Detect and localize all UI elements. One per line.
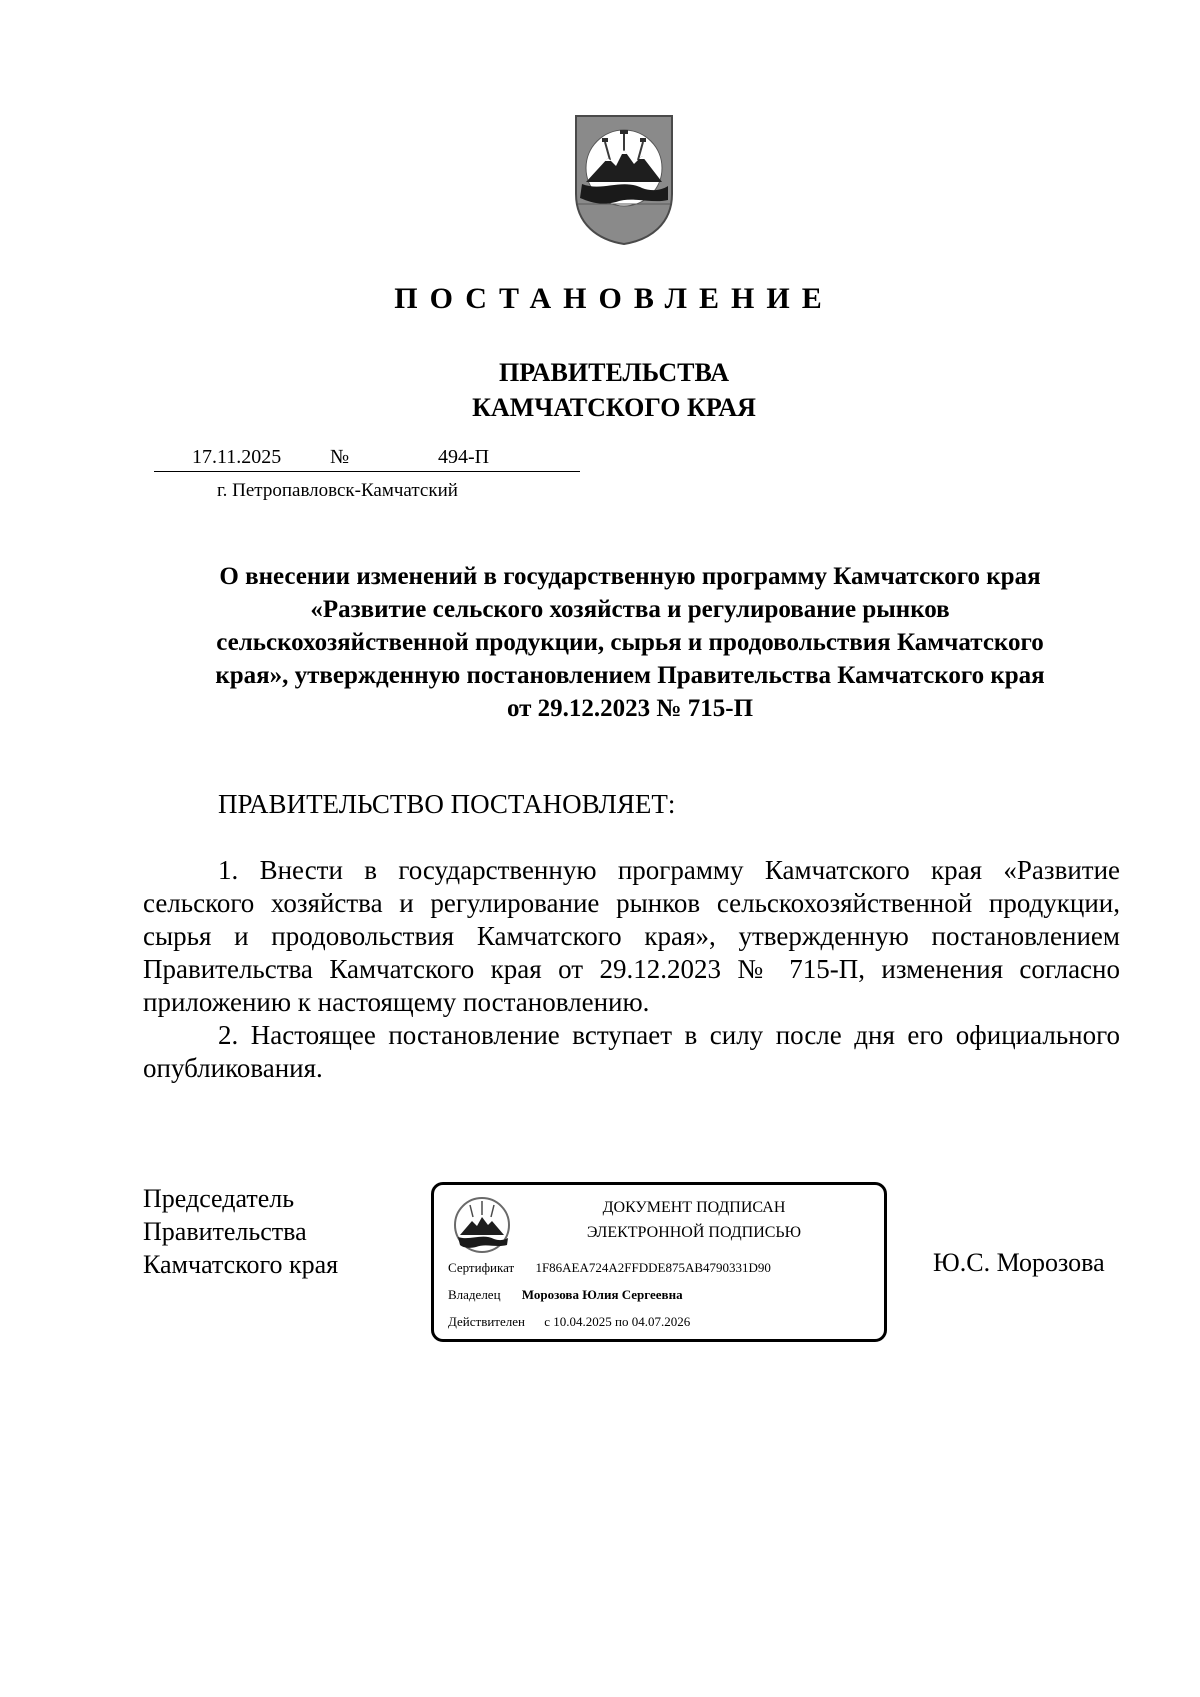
document-subject <box>140 560 1120 725</box>
stamp-certificate-row <box>448 1260 771 1276</box>
certificate-value: 1F86AEA724A2FFDDE875AB4790331D90 <box>535 1260 771 1275</box>
signer-name: Ю.С. Морозова <box>933 1248 1105 1277</box>
issuer-line-1: ПРАВИТЕЛЬСТВА <box>499 358 729 387</box>
coat-of-arms-icon <box>452 1195 512 1255</box>
body-line: 1. Внести в государственную программу Камчатского края «Развитие <box>218 855 1120 885</box>
electronic-signature-stamp <box>431 1182 887 1342</box>
number-sign: № <box>330 446 350 468</box>
body-line: 2. Настоящее постановление вступает в силу после дня его официального <box>218 1020 1120 1050</box>
owner-label: Владелец <box>448 1287 501 1302</box>
preamble: ПРАВИТЕЛЬСТВО ПОСТАНОВЛЯЕТ: <box>218 789 676 819</box>
owner-value: Морозова Юлия Сергеевна <box>521 1287 683 1302</box>
registration-underline <box>154 471 580 472</box>
subject-line: «Развитие сельского хозяйства и регулирование рынков <box>310 596 950 623</box>
signer-position-line: Председатель <box>143 1184 295 1213</box>
stamp-validity-row <box>448 1314 690 1330</box>
validity-label: Действителен <box>448 1314 525 1329</box>
signer-position <box>143 1182 338 1281</box>
stamp-owner-row <box>448 1287 683 1303</box>
issuer-line-2: КАМЧАТСКОГО КРАЯ <box>472 393 756 422</box>
city-label: г. Петропавловск-Камчатский <box>217 480 458 501</box>
body-text <box>143 854 1120 1085</box>
stamp-title <box>544 1195 844 1245</box>
stamp-title-line: ЭЛЕКТРОННОЙ ПОДПИСЬЮ <box>586 1224 802 1241</box>
body-line: Правительства Камчатского края от 29.12.2023 № 715-П, изменения согласно <box>143 954 1120 984</box>
subject-line: края», утвержденную постановлением Правительства Камчатского края <box>215 662 1045 689</box>
body-line: опубликования. <box>143 1053 323 1083</box>
registration-line <box>154 446 580 472</box>
signer-position-line: Правительства <box>143 1217 307 1246</box>
signer-position-line: Камчатского края <box>143 1250 339 1279</box>
subject-line: О внесении изменений в государственную программу Камчатского края <box>219 563 1041 590</box>
coat-of-arms-icon <box>572 112 676 246</box>
subject-line: от 29.12.2023 № 715-П <box>506 695 754 722</box>
certificate-label: Сертификат <box>448 1260 515 1275</box>
document-type-title: ПОСТАНОВЛЕНИЕ <box>394 282 834 315</box>
document-date: 17.11.2025 <box>192 446 282 468</box>
subject-line: сельскохозяйственной продукции, сырья и продовольствия Камчатского <box>216 629 1044 656</box>
issuer-block <box>0 355 1200 425</box>
body-line: сельского хозяйства и регулирование рынков сельскохозяйственной продукции, <box>143 888 1120 918</box>
body-line: сырья и продовольствия Камчатского края», утвержденную постановлением <box>143 921 1120 951</box>
document-number: 494-П <box>438 446 490 468</box>
body-line: приложению к настоящему постановлению. <box>143 987 650 1017</box>
validity-value: с 10.04.2025 по 04.07.2026 <box>544 1314 691 1329</box>
stamp-title-line: ДОКУМЕНТ ПОДПИСАН <box>602 1199 786 1216</box>
